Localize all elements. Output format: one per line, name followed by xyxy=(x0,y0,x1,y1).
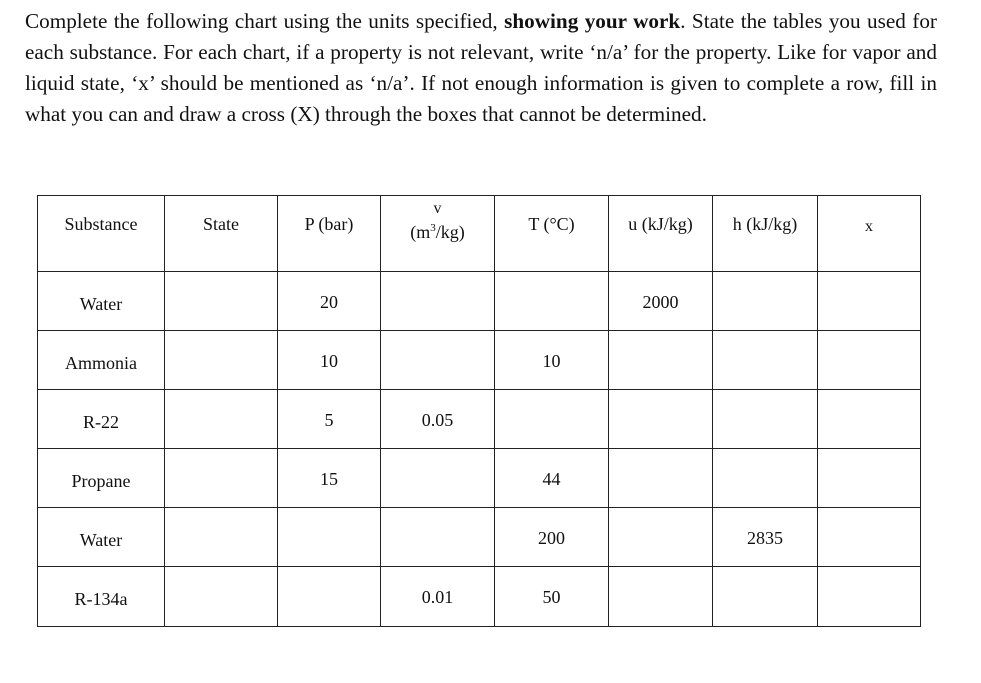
table-row xyxy=(38,508,921,567)
cell-specific-volume: 0.01 xyxy=(381,567,495,627)
cell-enthalpy xyxy=(713,567,818,627)
cell-temperature xyxy=(495,390,609,449)
cell-specific-volume: 0.05 xyxy=(381,390,495,449)
cell-substance: R-22 xyxy=(38,390,165,449)
cell-internal-energy: 2000 xyxy=(609,272,713,331)
table-row xyxy=(38,272,921,331)
cell-specific-volume xyxy=(381,331,495,390)
cell-quality xyxy=(818,508,921,567)
cell-enthalpy xyxy=(713,390,818,449)
cell-quality xyxy=(818,272,921,331)
cell-enthalpy: 2835 xyxy=(713,508,818,567)
property-chart xyxy=(37,195,921,627)
header-enthalpy: h (kJ/kg) xyxy=(713,196,818,272)
cell-internal-energy xyxy=(609,449,713,508)
table-row xyxy=(38,449,921,508)
header-row xyxy=(38,196,921,272)
header-specific-volume: v $(m^3/kg)$ xyxy=(381,196,495,272)
cell-temperature xyxy=(495,272,609,331)
instructions-text-1: Complete the following chart using the units specified, xyxy=(25,9,505,33)
cell-internal-energy xyxy=(609,567,713,627)
instructions-bold: showing your work xyxy=(504,9,681,33)
cell-quality xyxy=(818,449,921,508)
table-row xyxy=(38,331,921,390)
cell-temperature: 10 xyxy=(495,331,609,390)
cell-state xyxy=(165,567,278,627)
cell-state xyxy=(165,272,278,331)
cell-enthalpy xyxy=(713,272,818,331)
cell-temperature: 200 xyxy=(495,508,609,567)
cell-substance: Propane xyxy=(38,449,165,508)
cell-enthalpy xyxy=(713,449,818,508)
table-row xyxy=(38,567,921,627)
cell-specific-volume xyxy=(381,449,495,508)
cell-pressure: 5 xyxy=(278,390,381,449)
cell-internal-energy xyxy=(609,508,713,567)
cell-quality xyxy=(818,390,921,449)
cell-specific-volume xyxy=(381,272,495,331)
cell-state xyxy=(165,508,278,567)
header-temperature: T (°C) xyxy=(495,196,609,272)
header-pressure: P (bar) xyxy=(278,196,381,272)
instructions-paragraph xyxy=(25,6,937,130)
cell-substance: R-134a xyxy=(38,567,165,627)
table-row xyxy=(38,390,921,449)
cell-state xyxy=(165,331,278,390)
header-quality: x xyxy=(818,196,921,272)
cell-pressure: 15 xyxy=(278,449,381,508)
instructions-text-2: . State the tables you used for each substance. For each chart, if a property is not relevant, write ‘n/a’ for the property. Like for vapor and liquid state, ‘x’ should be mentioned as ‘n/a’. If not enough information is given to complete a row, fill in what you can and draw a cross (X) through the boxes that cannot be determined. xyxy=(25,9,937,126)
cell-internal-energy xyxy=(609,331,713,390)
cell-pressure xyxy=(278,567,381,627)
cell-substance: Water xyxy=(38,508,165,567)
cell-substance: Water xyxy=(38,272,165,331)
cell-quality xyxy=(818,331,921,390)
cell-pressure: 20 xyxy=(278,272,381,331)
cell-temperature: 44 xyxy=(495,449,609,508)
cell-quality xyxy=(818,567,921,627)
cell-state xyxy=(165,390,278,449)
cell-internal-energy xyxy=(609,390,713,449)
cell-temperature: 50 xyxy=(495,567,609,627)
header-state: State xyxy=(165,196,278,272)
cell-substance: Ammonia xyxy=(38,331,165,390)
cell-pressure xyxy=(278,508,381,567)
cell-specific-volume xyxy=(381,508,495,567)
cell-enthalpy xyxy=(713,331,818,390)
cell-state xyxy=(165,449,278,508)
header-internal-energy: u (kJ/kg) xyxy=(609,196,713,272)
cell-pressure: 10 xyxy=(278,331,381,390)
header-substance: Substance xyxy=(38,196,165,272)
